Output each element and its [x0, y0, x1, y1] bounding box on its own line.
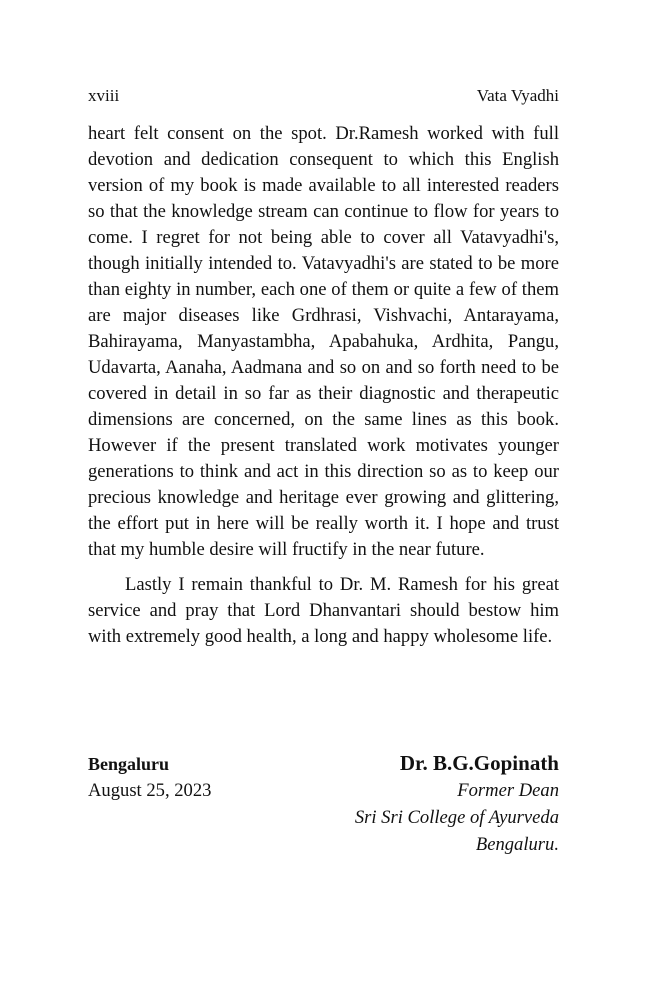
page-header — [88, 86, 559, 106]
body-text — [88, 121, 559, 650]
signature-row-top — [88, 750, 559, 777]
page-number: xviii — [88, 86, 120, 105]
signatory-title: Former Dean — [457, 780, 559, 801]
running-title: Vata Vyadhi — [476, 86, 559, 105]
paragraph-1: heart felt consent on the spot. Dr.Ramesh worked with full devotion and dedication consequent to which this English version of my book is made available to all interested readers so that the knowledge stream can continue to flow for years to come. I regret for not being able to cover all Vatavyadhi's, though initially intended to. Vatavyadhi's are stated to be more than eighty in number, each one of them or quite a few of them are major diseases like Grdhrasi, Vishvachi, Antarayama, Bahirayama, Manyastambha, Apabahuka, Ardhita, Pangu, Udavarta, Aanaha, Aadmana and so on and so forth need to be covered in detail in so far as their diagnostic and therapeutic dimensions are concerned, on the same lines as this book. However if the present translated work motivates younger generations to think and act in this direction so as to keep our precious knowledge and heritage ever growing and glittering, the effort put in here will be really worth it. I hope and trust that my humble desire will fructify in the near future. — [88, 123, 559, 560]
signature-place: Bengaluru — [88, 754, 170, 774]
signatory-name: Dr. B.G.Gopinath — [399, 751, 559, 775]
signatory-city: Bengaluru. — [475, 834, 559, 855]
book-page — [88, 0, 559, 1000]
paragraph-2: Lastly I remain thankful to Dr. M. Ramesh for his great service and pray that Lord Dhanvantari should bestow him with extremely good health, a long and happy wholesome life. — [88, 574, 559, 647]
signature-block — [88, 750, 559, 858]
signature-row-date — [88, 777, 559, 804]
signatory-institution: Sri Sri College of Ayurveda — [354, 807, 559, 828]
signature-date: August 25, 2023 — [88, 780, 212, 801]
